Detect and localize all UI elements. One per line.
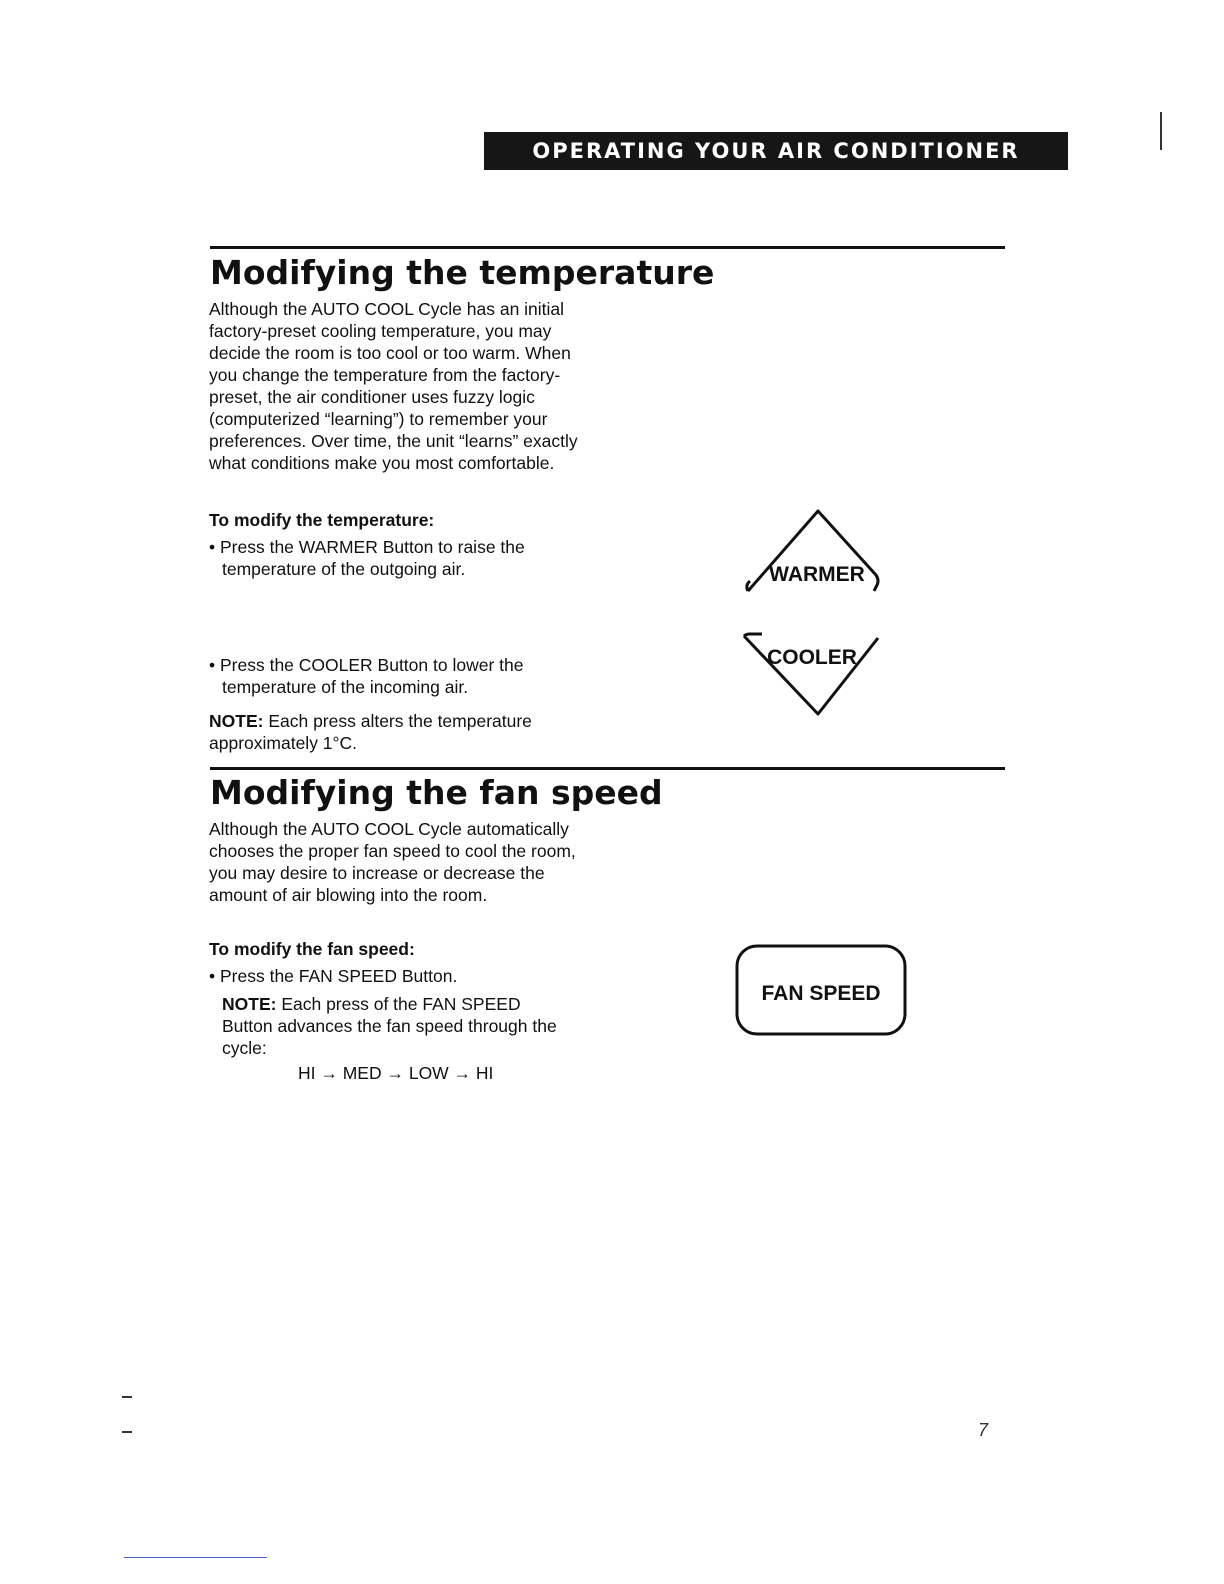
fan-intro-text: Although the AUTO COOL Cycle automatically chooses the proper fan speed to cool the room, you may desire to increase or decrease the amount of air blowing into the room.: [209, 819, 576, 905]
fan-speed-button-label: FAN SPEED: [761, 982, 881, 1005]
section-divider: [210, 767, 1005, 770]
fan-speed-button[interactable]: [733, 940, 911, 1040]
temperature-intro-text: Although the AUTO COOL Cycle has an initial factory-preset cooling temperature, you may decide the room is too cool or too warm. When you change the temperature from the factory-preset, the air conditioner uses fuzzy logic (computerized “learning”) to remember your preferences. Over time, the unit “learns” exactly what conditions make you most comfortable.: [209, 299, 578, 473]
fan-instruction: • Press the FAN SPEED Button.: [209, 966, 458, 986]
fan-section-title: Modifying the fan speed: [210, 773, 663, 812]
margin-mark: [122, 1431, 132, 1433]
fan-subheading: To modify the fan speed:: [209, 939, 415, 959]
temperature-note: [209, 710, 579, 754]
margin-mark: [122, 1396, 132, 1398]
fan-speed-cycle: HI → MED → LOW → HI: [298, 1063, 494, 1083]
warmer-instruction: • Press the WARMER Button to raise the temperature of the outgoing air.: [209, 537, 525, 579]
fan-note: [222, 993, 567, 1059]
cooler-instruction: • Press the COOLER Button to lower the temperature of the incoming air.: [209, 655, 524, 697]
note-label: NOTE:: [209, 711, 264, 731]
warmer-button-label: WARMER: [769, 563, 865, 586]
footer-rule: [124, 1557, 267, 1558]
note-label: NOTE:: [222, 994, 277, 1014]
note-text: Each press alters the temperature approximately 1°C.: [209, 711, 532, 753]
section-header-bar: OPERATING YOUR AIR CONDITIONER: [484, 132, 1068, 170]
cooler-button[interactable]: [740, 630, 885, 720]
note-text: Each press of the FAN SPEED Button advances the fan speed through the cycle:: [222, 994, 557, 1058]
section-divider: [210, 246, 1005, 249]
page-number: 7: [978, 1420, 989, 1440]
cooler-triangle-edge: [744, 634, 762, 636]
cooler-button-label: COOLER: [767, 646, 857, 669]
temperature-subheading: To modify the temperature:: [209, 510, 435, 530]
temperature-section-title: Modifying the temperature: [210, 253, 715, 292]
warmer-button[interactable]: [740, 505, 885, 595]
margin-mark: [1160, 112, 1162, 150]
